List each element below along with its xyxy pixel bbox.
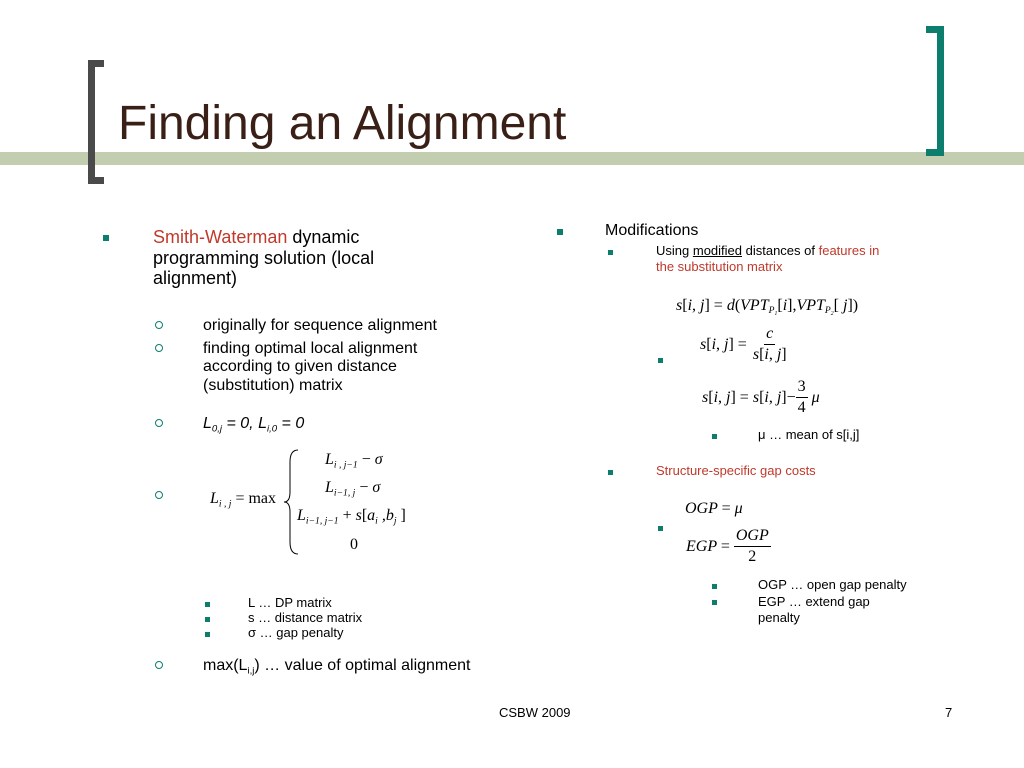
bullet-square <box>712 600 717 605</box>
max-value-line <box>203 657 471 676</box>
bullet-square <box>712 584 717 589</box>
slide-title: Finding an Alignment <box>118 97 567 150</box>
bullet-square <box>557 229 563 235</box>
right-bracket-decoration <box>926 26 944 156</box>
sub2-line1: finding optimal local alignment <box>203 340 418 357</box>
main-bullet-line2: programming solution (local <box>153 247 375 268</box>
sub-bullet-optimal <box>203 340 417 395</box>
using-red2: the substitution matrix <box>656 259 783 275</box>
bullet-circle <box>155 661 163 669</box>
formula-vpt: s[i, $j] = d(VPT_{P_1}[i],VPT_{P_2}$[ j]) <box>676 297 859 318</box>
using-red: features in <box>818 243 880 258</box>
legend-dp: L … DP matrix <box>248 595 332 610</box>
using-middle: distances of <box>742 243 819 258</box>
bullet-circle <box>155 419 163 427</box>
smith-waterman-highlight: Smith-Waterman <box>153 227 288 247</box>
max-prefix: max(L <box>203 657 248 674</box>
bullet-square <box>658 358 663 363</box>
bullet-square <box>658 526 663 531</box>
case-3: $L_{i-1, j-1} + s[a_i$ $,b_j$ ] <box>297 507 406 527</box>
bullet-circle <box>155 491 163 499</box>
bullet-square <box>103 235 109 241</box>
bullet-square <box>205 632 210 637</box>
formula-egp: EGP = $\frac{\text{OGP}}{2}$ <box>686 527 769 565</box>
left-bracket-decoration <box>88 60 104 184</box>
using-prefix: Using <box>656 243 693 258</box>
formula-mean-shift: s[i, j] = s[i, j]− $\frac{3}{4}$ μ <box>702 378 820 416</box>
legend-distance: s … distance matrix <box>248 610 363 625</box>
using-underlined: modified <box>692 243 742 258</box>
recurrence-brace <box>284 448 302 556</box>
page-number: 7 <box>945 705 953 720</box>
ogp-note: OGP … open gap penalty <box>758 577 907 592</box>
mu-note: μ … mean of s[i,j] <box>758 427 860 442</box>
bullet-square <box>712 434 717 439</box>
sub2-line3: (substitution) matrix <box>203 376 343 394</box>
case-2: $L_{i-1, j} - \sigma$ <box>325 479 381 499</box>
bullet-circle <box>155 321 163 329</box>
formula-reciprocal: s[i, j] = $\frac{c}{s[i, j]}$ <box>700 325 787 363</box>
footer-left: CSBW 2009 <box>499 705 571 720</box>
bullet-circle <box>155 344 163 352</box>
sub2-line2: according to given distance <box>203 358 397 376</box>
bullet-square <box>608 470 613 475</box>
bullet-square <box>205 602 210 607</box>
recurrence-lhs: $L_{i , j} = \max$ <box>210 490 277 510</box>
title-rule <box>0 152 1024 165</box>
case-4: 0 <box>350 536 358 553</box>
main-bullet-line1: dynamic <box>287 227 360 247</box>
egp-note <box>758 594 870 625</box>
formula-ogp: OGP = μ <box>685 500 743 517</box>
egp-note-line2: penalty <box>758 609 800 625</box>
main-bullet-line3: alignment) <box>153 268 238 289</box>
egp-note-line1: EGP … extend gap <box>758 594 870 609</box>
init-formula: $L_{0,j} = 0$, $L_{i,0} = 0$ <box>203 415 305 435</box>
legend-gap: σ … gap penalty <box>248 625 344 640</box>
modifications-heading: Modifications <box>605 222 699 239</box>
max-suffix: ) … value of optimal alignment <box>254 657 471 674</box>
main-bullet-text <box>153 227 374 289</box>
bullet-square <box>608 250 613 255</box>
sub-bullet-sequence: originally for sequence alignment <box>203 317 437 334</box>
max-sub: i,j <box>247 665 255 677</box>
gap-costs-heading: Structure-specific gap costs <box>656 463 816 478</box>
using-modified-text <box>656 243 879 276</box>
bullet-square <box>205 617 210 622</box>
case-1: $L_{i , j-1} - \sigma$ <box>325 451 383 471</box>
